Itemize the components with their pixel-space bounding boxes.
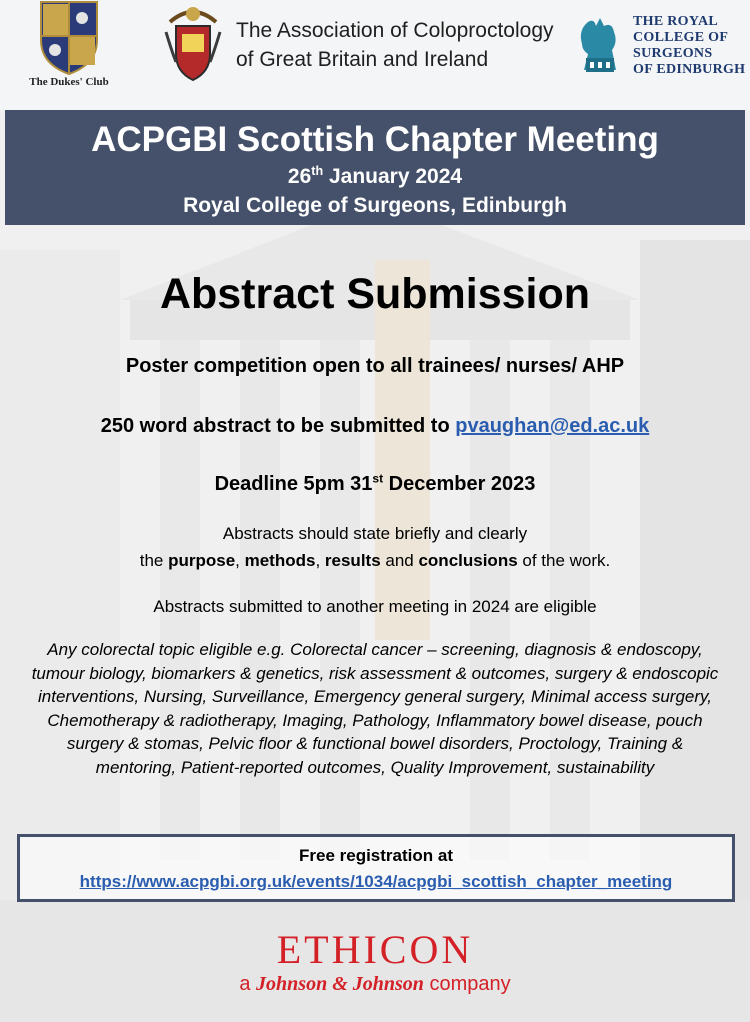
abstract-submission-heading: Abstract Submission <box>159 270 591 318</box>
guidance-comma-1: , <box>235 551 245 570</box>
guidance-methods: methods <box>244 551 316 570</box>
guidance-the: the <box>139 551 169 570</box>
rcs-line-2: COLLEGE OF <box>633 30 729 45</box>
poster-competition-line: Poster competition open to all trainees/ nurses/ AHP <box>125 355 625 377</box>
meeting-date-rest: January 2024 <box>323 165 463 188</box>
guidance-purpose: purpose <box>168 551 236 570</box>
association-line-1: The Association of Coloproctology <box>236 19 554 42</box>
guidance-line-2 <box>0 551 750 571</box>
acpgbi-crest-icon <box>162 2 224 82</box>
meeting-date <box>5 164 745 190</box>
meeting-title: ACPGBI Scottish Chapter Meeting <box>91 120 659 159</box>
rcs-line-1: THE ROYAL <box>633 14 719 29</box>
deadline-line <box>0 473 750 496</box>
submission-email-link[interactable]: pvaughan@ed.ac.uk <box>455 415 650 437</box>
title-banner <box>5 110 745 225</box>
dukes-club-logo <box>14 0 124 96</box>
rcs-line-4: OF EDINBURGH <box>633 62 746 77</box>
meeting-venue: Royal College of Surgeons, Edinburgh <box>183 194 567 217</box>
association-line-2: of Great Britain and Ireland <box>236 48 489 71</box>
sponsor-tagline <box>0 973 750 996</box>
word-limit-text: 250 word abstract to be submitted to <box>100 415 456 437</box>
association-title <box>236 16 566 74</box>
submission-line <box>0 415 750 438</box>
header-logos <box>0 0 750 110</box>
registration-box <box>17 834 735 902</box>
tagline-company: company <box>423 973 511 995</box>
registration-link[interactable]: https://www.acpgbi.org.uk/events/1034/acpgbi_scottish_chapter_meeting <box>79 872 673 891</box>
johnson-johnson-wordmark: Johnson & Johnson <box>256 973 424 995</box>
tagline-a: a <box>239 973 257 995</box>
dukes-club-shield-icon <box>14 0 124 76</box>
deadline-rest: December 2023 <box>383 473 536 495</box>
deadline-suffix: st <box>372 471 384 486</box>
eligibility-line: Abstracts submitted to another meeting in 2024 are eligible <box>153 597 597 616</box>
deadline-prefix: Deadline 5pm 31 <box>214 473 373 495</box>
guidance-end: of the work. <box>517 551 611 570</box>
ethicon-logo: ETHICON <box>276 927 474 972</box>
rcs-edinburgh-crest-icon <box>572 14 628 78</box>
guidance-conclusions: conclusions <box>418 551 518 570</box>
guidance-results: results <box>324 551 381 570</box>
meeting-date-day: 26 <box>287 165 312 188</box>
registration-label: Free registration at <box>299 846 453 865</box>
eligible-topics: Any colorectal topic eligible e.g. Colorectal cancer – screening, diagnosis & endoscopy, tumour biology, biomarkers & genetics, risk assessment & outcomes, surgery & endoscopic interventions, Nursing, Surveillance, Emergency general surgery, Minimal access surgery, Chemotherapy & radiotherapy, Imaging, Pathology, Inflammatory bowel disease, pouch surgery & stomas, Pelvic floor & functional bowel disorders, Proctology, Training & mentoring, Patient-reported outcomes, Quality Improvement, sustainability <box>31 640 719 777</box>
guidance-and: and <box>380 551 419 570</box>
rcs-title <box>633 14 748 78</box>
dukes-club-label: The Dukes' Club <box>29 76 109 88</box>
rcs-line-3: SURGEONS <box>633 46 713 61</box>
guidance-line-1: Abstracts should state briefly and clearly <box>222 524 528 543</box>
guidance-comma-2: , <box>315 551 325 570</box>
meeting-date-suffix: th <box>311 164 324 178</box>
